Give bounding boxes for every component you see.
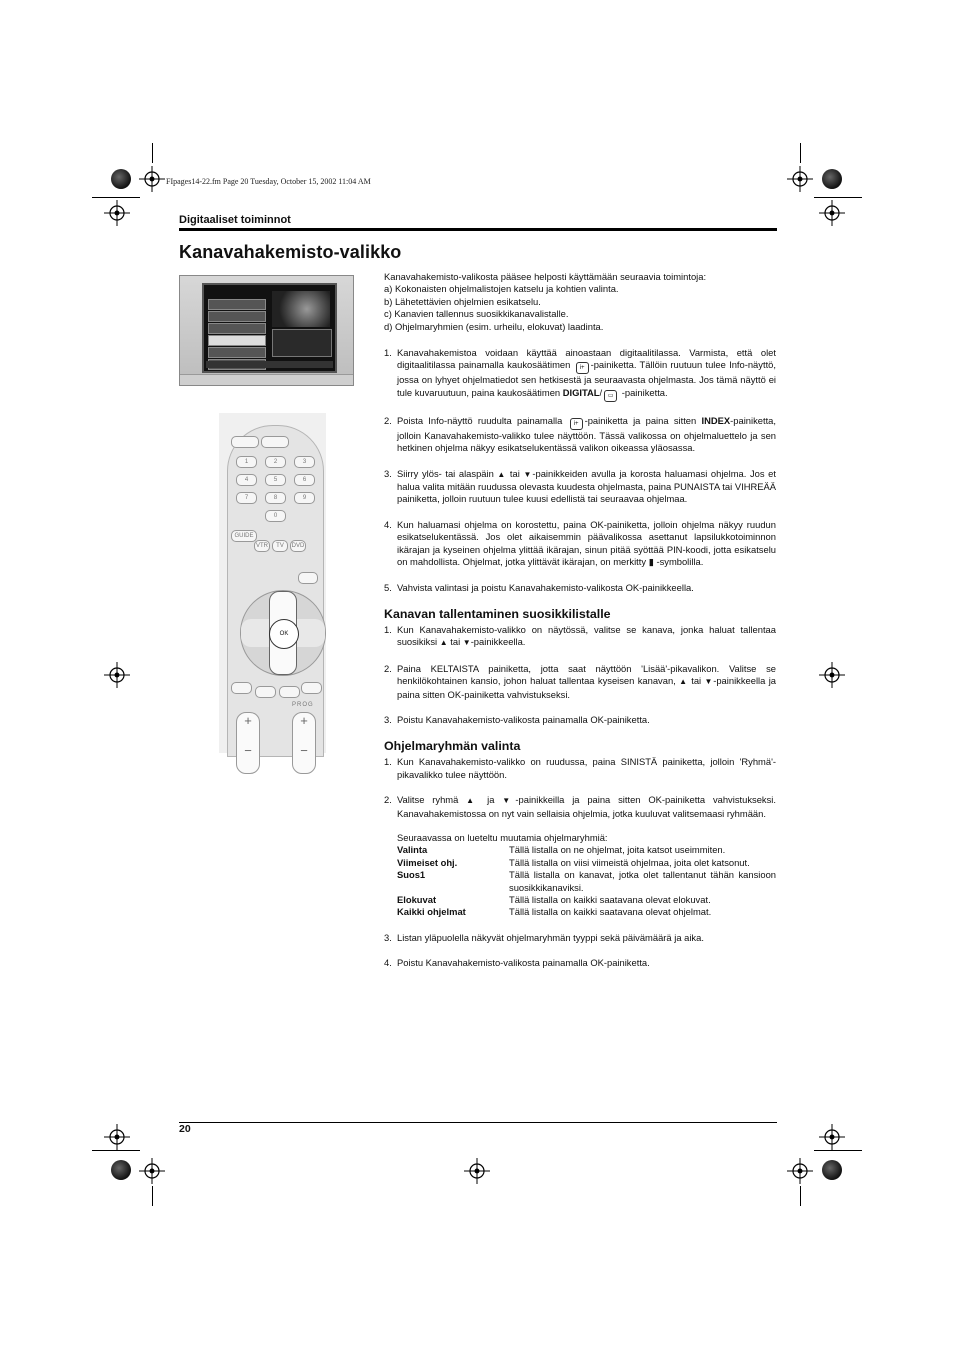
group-name: Valinta bbox=[397, 844, 428, 856]
volume-plus: + bbox=[244, 713, 252, 728]
color-bar-disc-bottom-right bbox=[822, 1160, 842, 1180]
step-number: 2. bbox=[384, 414, 392, 426]
up-arrow-icon: ▲ bbox=[439, 638, 448, 648]
volume-rocker bbox=[236, 712, 260, 774]
group-desc: Tällä listalla on viisi viimeistä ohjelmaa, joita olet katsonut. bbox=[509, 856, 750, 868]
step-text: Vahvista valintasi ja poistu Kanavahakemisto-valikosta OK-painikkeella. bbox=[397, 581, 694, 593]
trim-line bbox=[92, 1150, 140, 1151]
step-text: Poistu Kanavahakemisto-valikosta painamalla OK-painiketta. bbox=[397, 713, 650, 725]
step-text: -painiketta. bbox=[619, 386, 668, 398]
number-key: 3 bbox=[294, 456, 315, 468]
up-arrow-icon: ▲ bbox=[466, 796, 480, 806]
group-step-4 bbox=[384, 957, 776, 969]
intro-item-a: a) Kokonaisten ohjelmalistojen katselu ja kohtien valinta. bbox=[384, 283, 619, 295]
prog-label: PROG bbox=[292, 702, 314, 708]
step-number: 5. bbox=[384, 581, 392, 593]
step-text: / bbox=[599, 386, 603, 398]
ok-key: OK bbox=[269, 619, 299, 649]
step-3 bbox=[384, 468, 776, 506]
number-key: 9 bbox=[294, 492, 315, 504]
group-desc: Tällä listalla on kaikki saatavana olevat ohjelmat. bbox=[509, 906, 712, 918]
registration-mark-icon bbox=[139, 166, 165, 192]
channel-directory-screen bbox=[202, 283, 337, 373]
down-arrow-icon: ▼ bbox=[704, 677, 714, 687]
trim-line bbox=[152, 143, 153, 163]
step-bold: DIGITAL bbox=[562, 386, 600, 398]
remote-control-illustration bbox=[219, 413, 326, 758]
registration-mark-icon bbox=[787, 166, 813, 192]
vtr-key: VTR bbox=[254, 540, 270, 552]
step-text: Poista Info-näyttö ruudulta painamalla bbox=[397, 414, 568, 426]
header-rule bbox=[179, 228, 777, 231]
step-text: Kanavahakemistoa voidaan käyttää ainoastaan digitaalitilassa. Varmista, että olet digitaalitilassa painamalla kaukosäätimen bbox=[397, 347, 776, 371]
step-number: 4. bbox=[384, 957, 392, 969]
tv-button-icon: ▭ bbox=[604, 390, 617, 402]
down-arrow-icon: ▼ bbox=[523, 469, 533, 479]
number-key: 2 bbox=[265, 456, 286, 468]
up-arrow-icon: ▲ bbox=[497, 469, 507, 479]
favorites-steps bbox=[384, 624, 776, 726]
step-text: Listan yläpuolella näkyvät ohjelmaryhmän tyyppi sekä päivämäärä ja aika. bbox=[397, 931, 704, 943]
down-arrow-icon: ▼ bbox=[462, 638, 471, 648]
footer-rule bbox=[179, 1122, 777, 1123]
intro-lead: Kanavahakemisto-valikosta pääsee helposti käyttämään seuraavia toimintoja: bbox=[384, 271, 707, 282]
up-arrow-icon: ▲ bbox=[679, 677, 688, 687]
group-name: Viimeiset ohj. bbox=[397, 856, 458, 868]
group-name: Elokuvat bbox=[397, 894, 437, 905]
group-step-1 bbox=[384, 756, 776, 781]
list-item bbox=[208, 299, 266, 310]
step-text: tai bbox=[506, 467, 524, 479]
program-info-box bbox=[272, 329, 332, 357]
trim-line bbox=[800, 1186, 801, 1206]
intro-item-c: c) Kanavien tallennus suosikkikanavalistalle. bbox=[384, 308, 569, 320]
fav-step-1 bbox=[384, 624, 776, 650]
number-key: 7 bbox=[236, 492, 257, 504]
intro bbox=[384, 271, 776, 333]
intro-item-d: d) Ohjelmaryhmien (esim. urheilu, elokuvat) laadinta. bbox=[384, 320, 604, 332]
guide-key: GUIDE bbox=[231, 530, 257, 542]
group-name: Kaikki ohjelmat bbox=[397, 906, 466, 918]
main-steps bbox=[384, 347, 776, 594]
remote-body bbox=[227, 425, 324, 757]
trim-line bbox=[152, 1186, 153, 1206]
page-title: Kanavahakemisto-valikko bbox=[179, 242, 402, 262]
step-text: -painikkeella. bbox=[470, 636, 526, 648]
group-name: Suos1 bbox=[397, 869, 426, 881]
tv-base bbox=[180, 374, 353, 385]
number-key: 5 bbox=[265, 474, 286, 486]
color-bar-disc-top-right bbox=[822, 169, 842, 189]
registration-mark-icon bbox=[104, 1124, 130, 1150]
group-desc: Tällä listalla on ne ohjelmat, joita katsot useimmiten. bbox=[509, 844, 726, 856]
list-item-highlighted bbox=[208, 335, 266, 346]
registration-mark-icon bbox=[819, 1124, 845, 1150]
step-4 bbox=[384, 519, 776, 569]
step-text: -painiketta. Tällöin ruutuun tulee Info-näyttö, jossa on lyhyet ohjelmatiedot sen hetkisestä ja seuraavasta ohjelmasta. Jos tämä näyttö ei tule kuvaruutuun, paina kaukosäätimen bbox=[397, 359, 776, 398]
group-step-3 bbox=[384, 932, 776, 944]
step-text: Valitse ryhmä bbox=[397, 794, 467, 806]
blue-key bbox=[301, 682, 322, 694]
registration-mark-icon bbox=[104, 662, 130, 688]
tv-screen-illustration bbox=[179, 275, 354, 386]
color-bar-disc-bottom-left bbox=[111, 1160, 131, 1180]
step-text: Kun Kanavahakemisto-valikko on ruudussa, paina SINISTÄ painiketta, jolloin 'Ryhmä'-pikavalikko tulee näyttöön. bbox=[397, 756, 776, 780]
section-title: Digitaaliset toiminnot bbox=[179, 214, 291, 226]
step-number: 1. bbox=[384, 623, 392, 635]
print-slug: FIpages14-22.fm Page 20 Tuesday, October 15, 2002 11:04 AM bbox=[166, 177, 371, 186]
preview-window bbox=[272, 291, 330, 327]
analog-key bbox=[261, 436, 289, 448]
step-number: 4. bbox=[384, 518, 392, 530]
registration-mark-icon bbox=[819, 200, 845, 226]
step-text: Kun Kanavahakemisto-valikko on näytössä, valitse se kanava, jonka haluat tallentaa suosikiksi bbox=[397, 623, 776, 648]
step-text: -painikkeilla ja paina sitten OK-painiketta vahvistukseksi. Kanavahakemistossa on nyt vain sellaisia ohjelmia, jotka kuuluvat valitsemaasi ryhmään. bbox=[397, 794, 776, 819]
volume-minus: − bbox=[244, 743, 252, 758]
registration-mark-icon bbox=[104, 200, 130, 226]
tv-key: TV bbox=[272, 540, 288, 552]
lock-icon: ▮ bbox=[648, 556, 654, 568]
number-key: 8 bbox=[265, 492, 286, 504]
fav-step-2 bbox=[384, 663, 776, 701]
color-bar-disc-top-left bbox=[111, 169, 131, 189]
registration-mark-icon bbox=[787, 1158, 813, 1184]
dvd-key: DVD bbox=[290, 540, 306, 552]
step-text: Paina KELTAISTA painiketta, jotta saat näyttöön 'Lisää'-pikavalikon. Valitse se henkilökohtainen kansio, johon haluat tallentaa kyseisen kanavan, bbox=[397, 662, 776, 687]
group-list-intro: Seuraavassa on lueteltu muutamia ohjelmaryhmiä: bbox=[397, 831, 608, 843]
step-bold: INDEX bbox=[701, 414, 731, 426]
number-key: 0 bbox=[265, 510, 286, 522]
step-text: tai bbox=[447, 636, 463, 648]
trim-line bbox=[814, 1150, 862, 1151]
page-number: 20 bbox=[179, 1123, 191, 1135]
info-button-icon: i+ bbox=[570, 418, 583, 430]
step-text: Poistu Kanavahakemisto-valikosta painamalla OK-painiketta. bbox=[397, 957, 650, 969]
group-step-2 bbox=[384, 794, 776, 919]
step-text: Kun haluamasi ohjelma on korostettu, paina OK-painiketta, jolloin ohjelma näkyy ruudun esikatselukentässä. Jos olet aikaisemmin päävalikossa asettanut lapsilukkotoiminnon ikärajan ja kyseinen ohjelma ylittää ikärajan, sinun pitää syöttää PIN-koodi, jotta esikatselu on mahdollista. Ohjelmat, jotka ylittävät ikärajan, on merkitty bbox=[397, 518, 776, 568]
step-number: 2. bbox=[384, 794, 392, 806]
index-key bbox=[298, 572, 318, 584]
red-key bbox=[231, 682, 252, 694]
green-key bbox=[255, 686, 276, 698]
group-steps bbox=[384, 756, 776, 969]
number-key: 6 bbox=[294, 474, 315, 486]
number-key: 4 bbox=[236, 474, 257, 486]
step-text: -symbolilla. bbox=[653, 556, 704, 568]
step-number: 3. bbox=[384, 713, 392, 725]
trim-line bbox=[92, 197, 140, 198]
step-text: -painiketta, jolloin Kanavahakemisto-valikko tulee näyttöön. Tässä valikossa on ohjelmaluettelo ja sen hetkinen ohjelma näkyy esikatselukentässä valikon oikeassa yläosassa. bbox=[397, 414, 776, 454]
step-1 bbox=[384, 347, 776, 402]
step-text: -painikkeella ja paina sitten OK-painiketta vahvistukseksi. bbox=[397, 675, 777, 700]
program-plus: + bbox=[300, 713, 308, 728]
list-item bbox=[208, 347, 266, 358]
program-rocker bbox=[292, 712, 316, 774]
step-text: -painikkeiden avulla ja korosta haluamasi ohjelma. Jos et halua valita mitään ruudussa olevasta kuudesta ohjelmasta, paina PUNAISTA tai VIHREÄÄ painiketta, jolloin ruutuun tulee kuusi edellistä tai seuraavaa ohjelmaa. bbox=[397, 467, 776, 505]
registration-mark-icon bbox=[139, 1158, 165, 1184]
digital-key bbox=[231, 436, 259, 448]
navigation-pad bbox=[240, 590, 326, 676]
step-2 bbox=[384, 415, 776, 455]
trim-line bbox=[814, 197, 862, 198]
step-text: ja bbox=[479, 794, 503, 806]
favorites-heading: Kanavan tallentaminen suosikkilistalle bbox=[384, 606, 611, 621]
list-item bbox=[208, 323, 266, 334]
fav-step-3 bbox=[384, 714, 776, 726]
group-desc: Tällä listalla on kanavat, jotka olet tallentanut tähän kansioon suosikkikanaviksi. bbox=[509, 869, 776, 893]
info-button-icon: i+ bbox=[576, 362, 589, 374]
yellow-key bbox=[279, 686, 300, 698]
group-list bbox=[397, 844, 776, 918]
step-number: 2. bbox=[384, 662, 392, 674]
step-number: 1. bbox=[384, 756, 392, 768]
color-key-bar bbox=[206, 361, 333, 368]
step-number: 3. bbox=[384, 467, 392, 479]
registration-mark-icon bbox=[464, 1158, 490, 1184]
trim-line bbox=[800, 143, 801, 163]
intro-item-b: b) Lähetettävien ohjelmien esikatselu. bbox=[384, 295, 541, 307]
step-number: 3. bbox=[384, 931, 392, 943]
step-text: Siirry ylös- tai alaspäin bbox=[397, 467, 498, 479]
group-heading: Ohjelmaryhmän valinta bbox=[384, 739, 521, 754]
step-text: -painiketta ja paina sitten bbox=[584, 414, 702, 426]
registration-mark-icon bbox=[819, 662, 845, 688]
group-desc: Tällä listalla on kaikki saatavana olevat elokuvat. bbox=[509, 894, 711, 905]
down-arrow-icon: ▼ bbox=[502, 796, 516, 806]
program-minus: − bbox=[300, 743, 308, 758]
main-text bbox=[384, 271, 776, 983]
number-key: 1 bbox=[236, 456, 257, 468]
step-text: tai bbox=[687, 675, 705, 687]
step-5 bbox=[384, 582, 776, 594]
list-item bbox=[208, 311, 266, 322]
step-number: 1. bbox=[384, 347, 392, 359]
